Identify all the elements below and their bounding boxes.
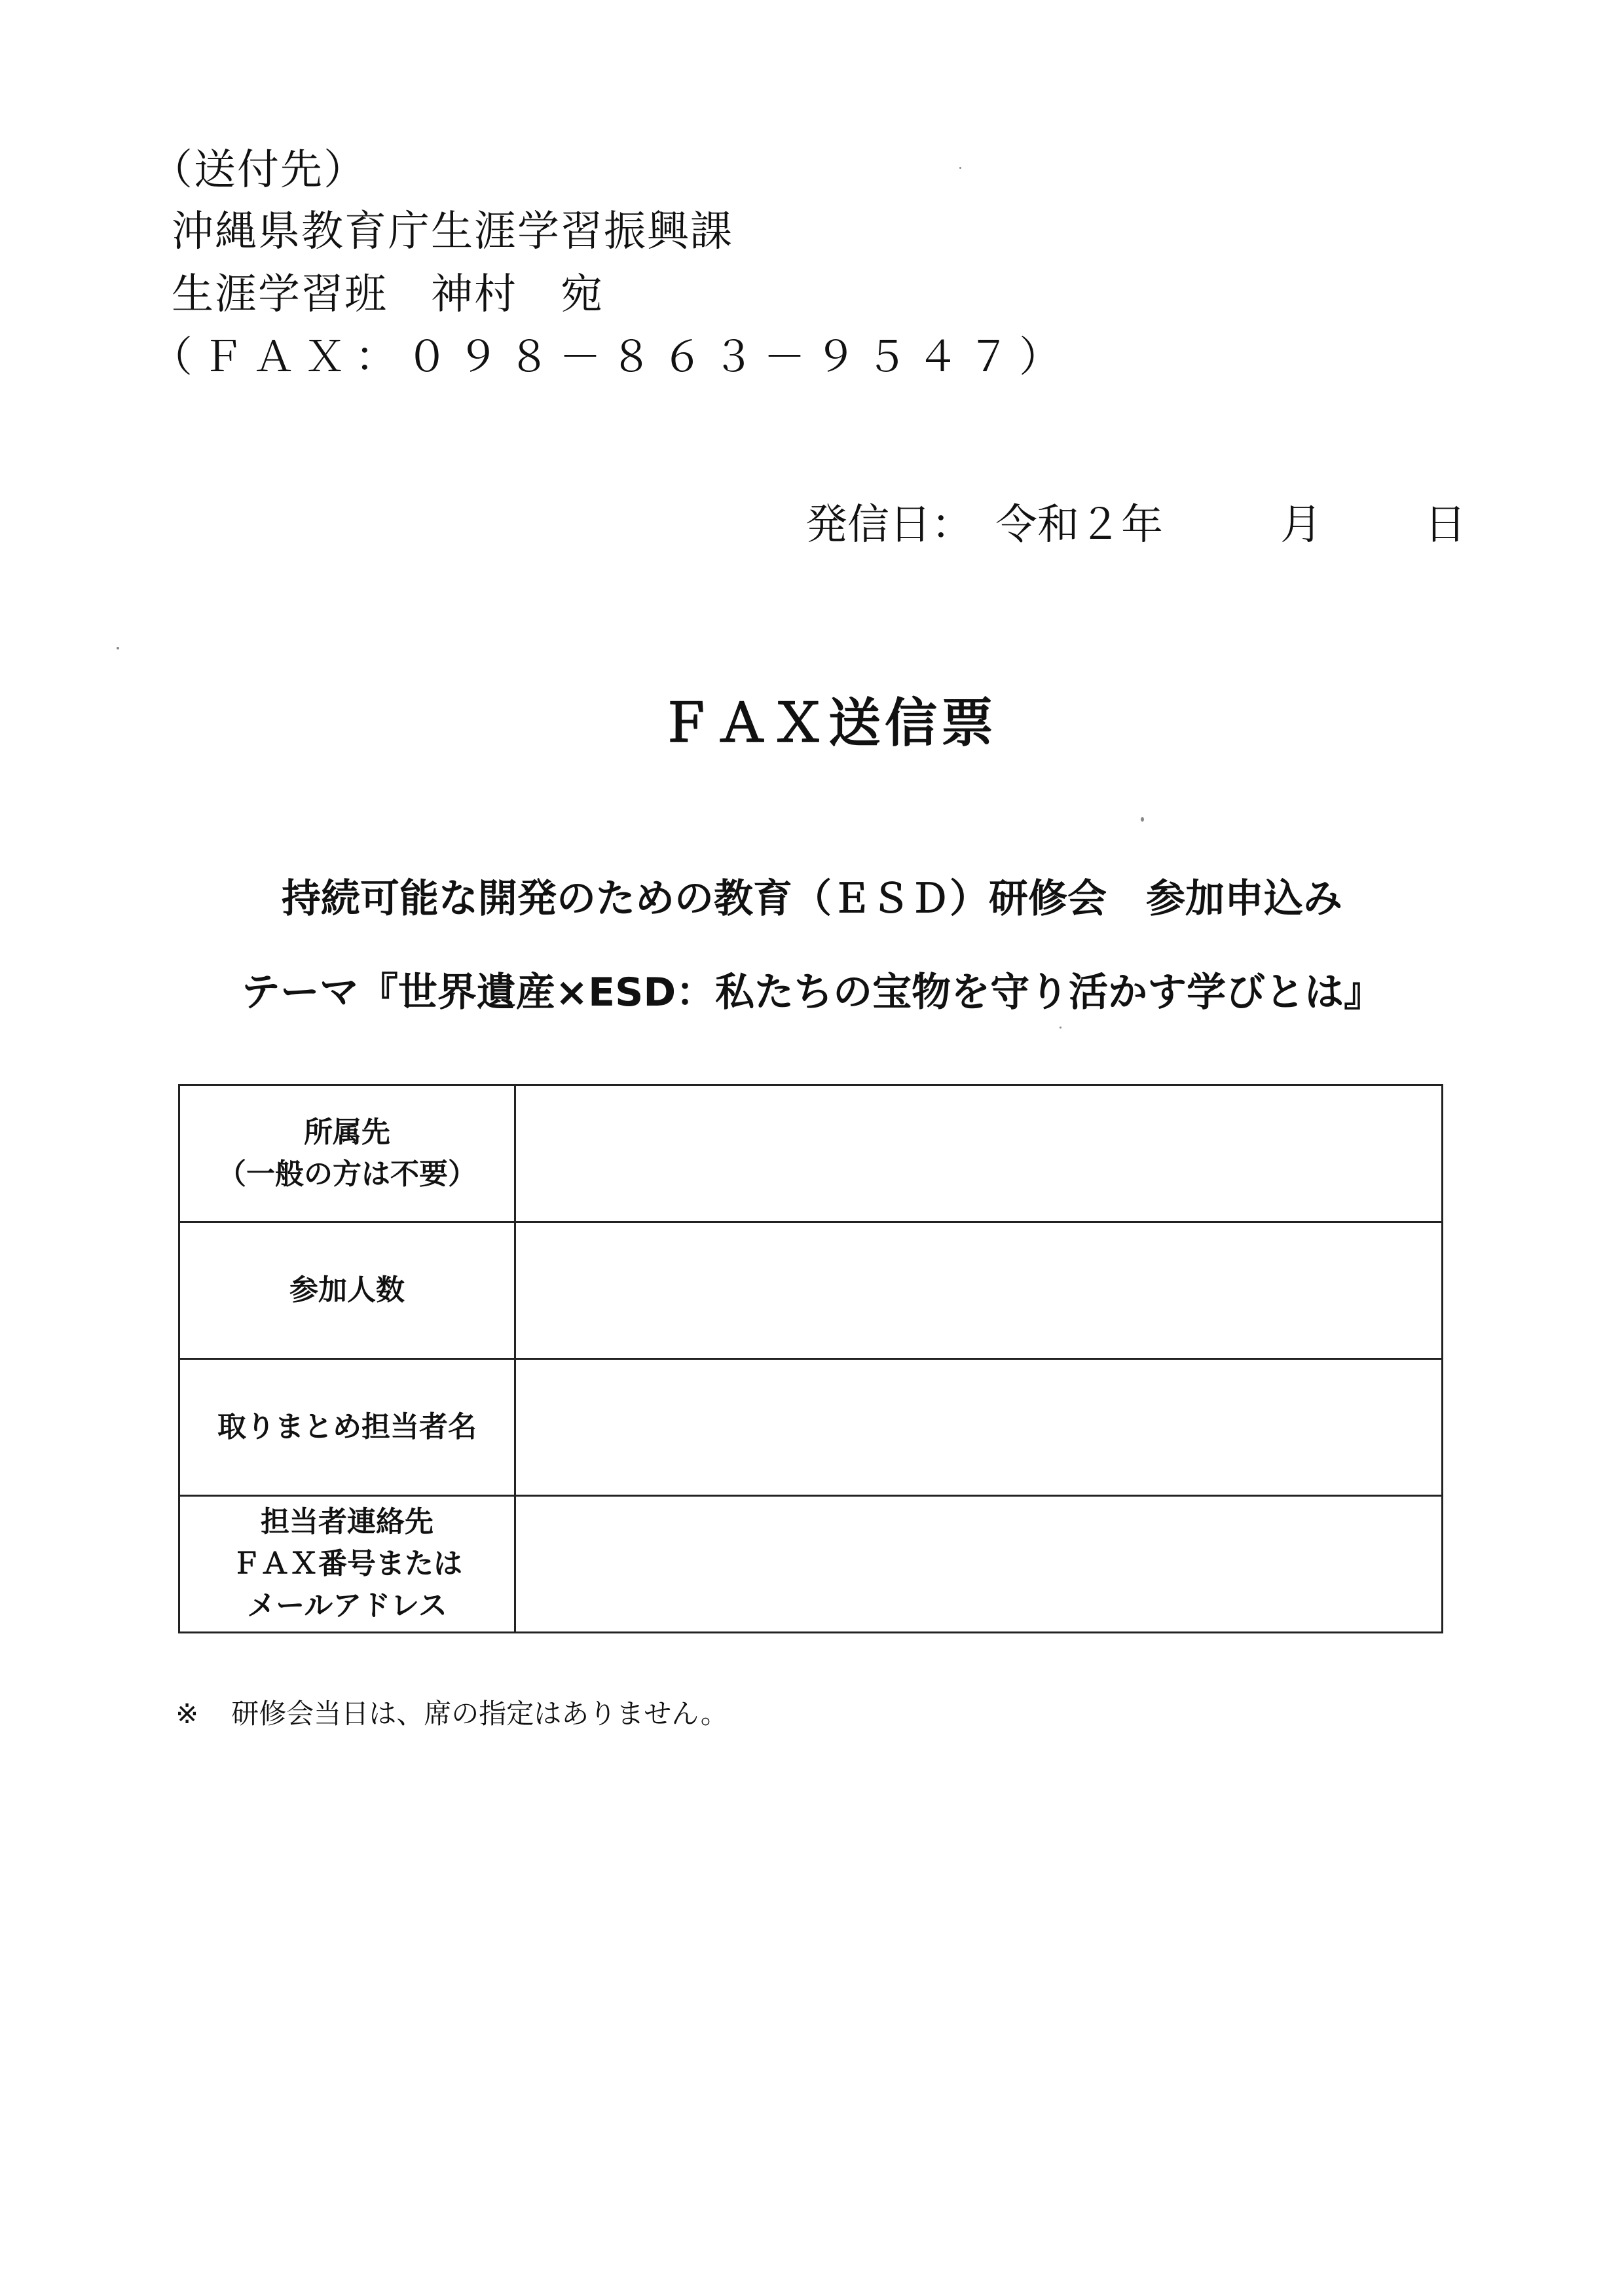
form-label-affiliation bbox=[179, 1085, 515, 1222]
form-label-line: 取りまとめ担当者名 bbox=[217, 1410, 477, 1444]
form-field-contact[interactable] bbox=[515, 1496, 1443, 1633]
note-mark: ※ bbox=[175, 1698, 199, 1730]
address-department: 沖縄県教育庁生涯学習振興課 bbox=[172, 208, 733, 256]
form-label-line: 参加人数 bbox=[289, 1273, 405, 1307]
form-label-line: （一般の方は不要） bbox=[217, 1157, 477, 1191]
scan-speck bbox=[117, 647, 119, 649]
seating-note bbox=[175, 1692, 728, 1732]
form-row-contact bbox=[179, 1496, 1443, 1633]
send-date-label: 発信日： bbox=[805, 501, 973, 549]
form-field-participants[interactable] bbox=[515, 1222, 1443, 1359]
application-form-table bbox=[178, 1084, 1443, 1633]
event-title: 持続可能な開発のための教育（ＥＳＤ）研修会 参加申込み bbox=[282, 876, 1342, 922]
form-label-line: メールアドレス bbox=[247, 1589, 447, 1622]
page-title: ＦＡＸ送信票 bbox=[659, 693, 997, 754]
form-label-line: 所属先 bbox=[304, 1116, 390, 1149]
send-date-year: 令和２年 bbox=[995, 501, 1163, 549]
form-label-line: ＦＡＸ番号または bbox=[232, 1547, 462, 1580]
scan-speck bbox=[1060, 1027, 1061, 1029]
form-label-contact bbox=[179, 1496, 515, 1633]
note-text: 研修会当日は、席の指定はありません。 bbox=[231, 1698, 728, 1730]
event-theme: テーマ『世界遺産×ESD：私たちの宝物を守り活かす学びとは』 bbox=[240, 970, 1384, 1015]
form-field-coordinator[interactable] bbox=[515, 1359, 1443, 1496]
send-date bbox=[805, 501, 1467, 556]
form-label-participants bbox=[179, 1222, 515, 1359]
form-row-affiliation bbox=[179, 1085, 1443, 1222]
form-label-line: 担当者連絡先 bbox=[261, 1505, 434, 1539]
form-row-coordinator bbox=[179, 1359, 1443, 1496]
address-fax-number: （ＦＡＸ：０９８－８６３－９５４７） bbox=[151, 333, 1070, 382]
address-heading: （送付先） bbox=[151, 146, 367, 194]
form-field-affiliation[interactable] bbox=[515, 1085, 1443, 1222]
form-label-coordinator bbox=[179, 1359, 515, 1496]
scan-speck bbox=[959, 167, 961, 169]
scan-speck bbox=[1141, 817, 1144, 822]
send-date-day: 日 bbox=[1424, 501, 1466, 549]
form-row-participants bbox=[179, 1222, 1443, 1359]
send-date-month: 月 bbox=[1280, 501, 1322, 549]
address-recipient: 生涯学習班 神村 宛 bbox=[172, 270, 604, 319]
